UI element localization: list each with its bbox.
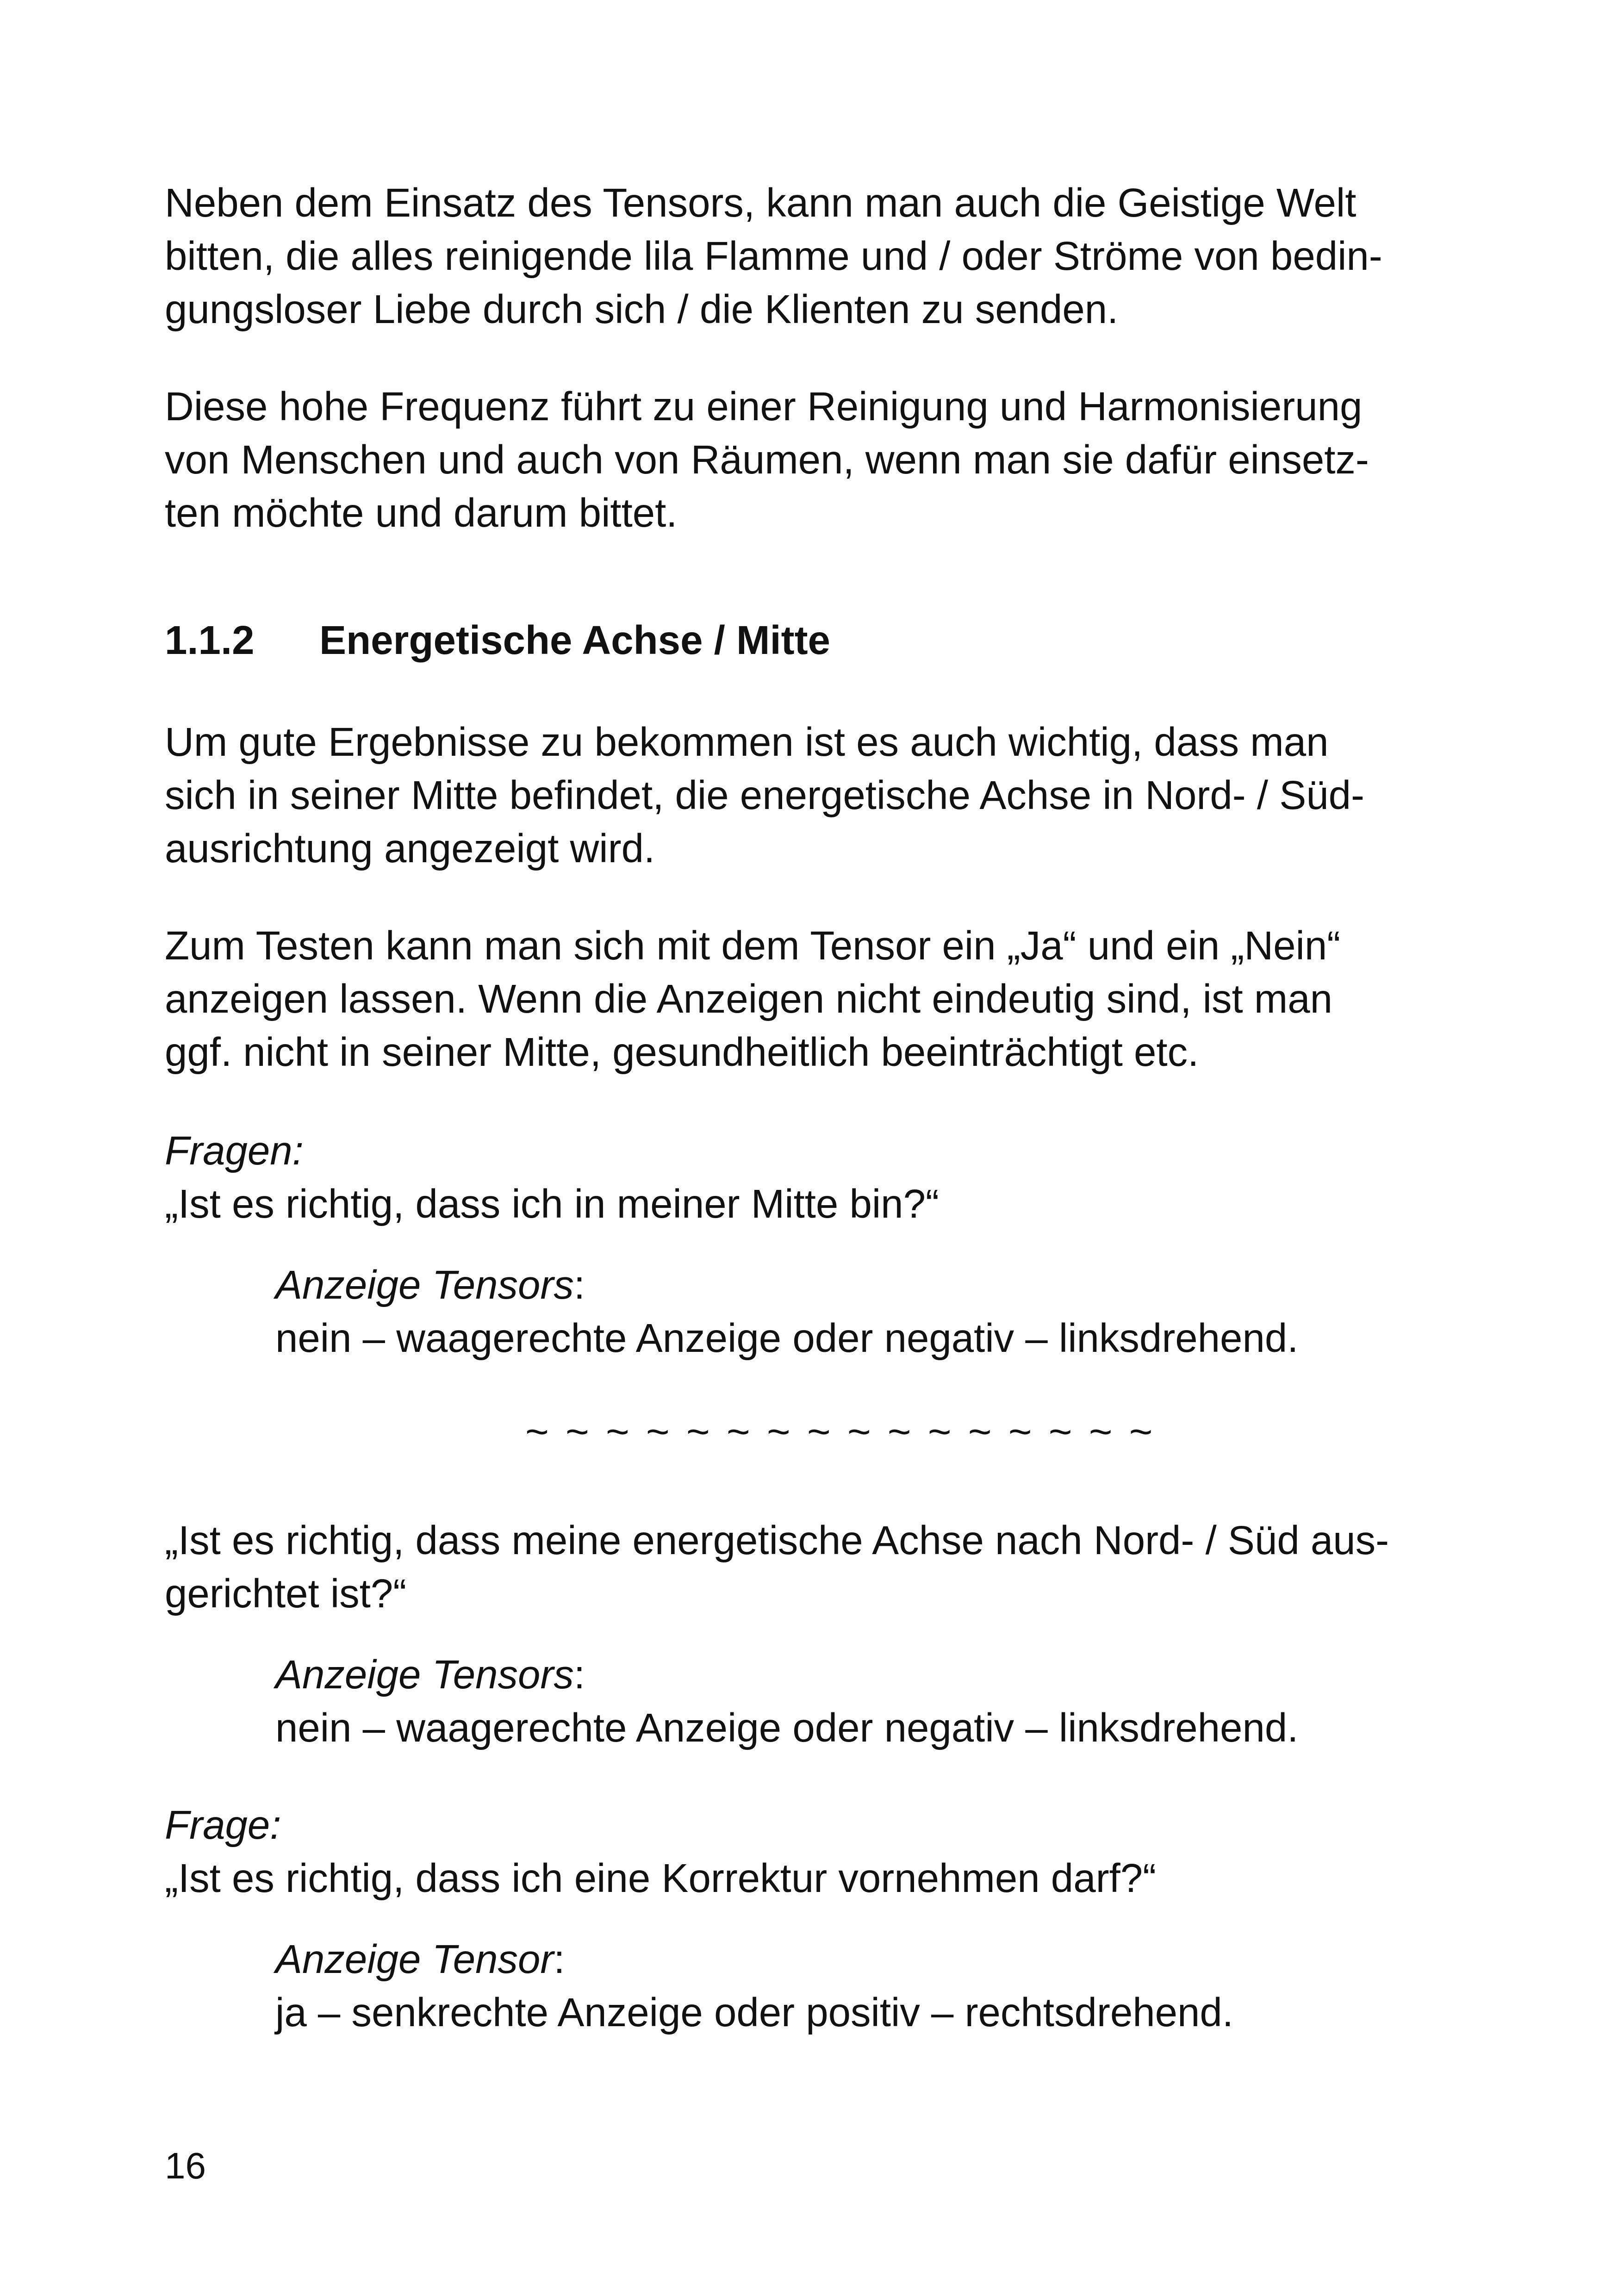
paragraph-line: sich in seiner Mitte befindet, die energetische Achse in Nord- / Süd- (165, 773, 1365, 818)
question-text: „Ist es richtig, dass meine energetische Achse nach Nord- / Süd aus- (165, 1518, 1389, 1563)
paragraph-line: gungsloser Liebe durch sich / die Klienten zu senden. (165, 287, 1119, 332)
paragraph-line: bitten, die alles reinigende lila Flamme und / oder Ströme von bedin- (165, 234, 1382, 279)
question-text: gerichtet ist?“ (165, 1571, 407, 1616)
section-number: 1.1.2 (165, 618, 255, 663)
paragraph-line: ggf. nicht in seiner Mitte, gesundheitlich beeinträchtigt etc. (165, 1030, 1199, 1075)
questions-label: Fragen: (165, 1128, 304, 1173)
page-number: 16 (165, 2145, 206, 2186)
answer-label: Anzeige Tensors (275, 1263, 574, 1307)
paragraph-line: Neben dem Einsatz des Tensors, kann man auch die Geistige Welt (165, 180, 1357, 225)
tilde-separator: ~ ~ ~ ~ ~ ~ ~ ~ ~ ~ ~ ~ ~ ~ ~ ~ (525, 1409, 1156, 1454)
paragraph-line: anzeigen lassen. Wenn die Anzeigen nicht eindeutig sind, ist man (165, 977, 1333, 1021)
answer-label-colon: : (573, 1652, 585, 1697)
answer-label-line (275, 1652, 585, 1697)
paragraph-line: ten möchte und darum bittet. (165, 491, 678, 535)
paragraph-line: Um gute Ergebnisse zu bekommen ist es auch wichtig, dass man (165, 720, 1329, 765)
paragraph-line: Diese hohe Frequenz führt zu einer Reinigung und Harmonisierung (165, 384, 1363, 429)
answer-label-colon: : (554, 1937, 565, 1982)
question-text: „Ist es richtig, dass ich in meiner Mitte bin?“ (165, 1182, 939, 1226)
answer-label-line (275, 1937, 565, 1982)
answer-label-line (275, 1265, 585, 1305)
paragraph-line: von Menschen und auch von Räumen, wenn man sie dafür einsetz- (165, 437, 1369, 482)
answer-text: nein – waagerechte Anzeige oder negativ – linksdrehend. (275, 1705, 1299, 1750)
answer-label-colon: : (573, 1263, 585, 1307)
question-text: „Ist es richtig, dass ich eine Korrektur vornehmen darf?“ (165, 1856, 1157, 1901)
section-title: Energetische Achse / Mitte (319, 618, 830, 663)
answer-text: ja – senkrechte Anzeige oder positiv – rechtsdrehend. (275, 1990, 1233, 2035)
answer-label: Anzeige Tensors (275, 1652, 574, 1697)
paragraph-line: ausrichtung angezeigt wird. (165, 826, 655, 871)
answer-text: nein – waagerechte Anzeige oder negativ – linksdrehend. (275, 1316, 1299, 1361)
question-label: Frage: (165, 1803, 281, 1848)
paragraph-line: Zum Testen kann man sich mit dem Tensor ein „Ja“ und ein „Nein“ (165, 923, 1341, 968)
answer-label: Anzeige Tensor (275, 1937, 554, 1982)
